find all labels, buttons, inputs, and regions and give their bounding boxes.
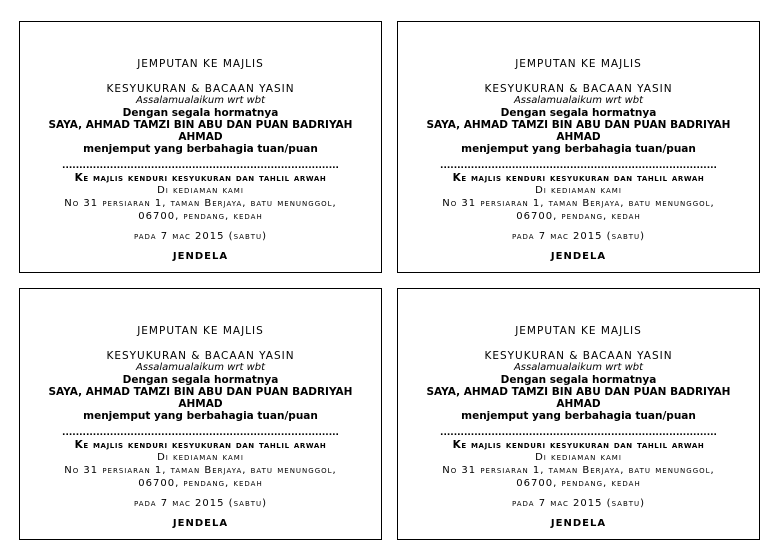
venue-intro: Di kediaman kami	[157, 185, 244, 196]
cut-off-text: JENDELA	[550, 518, 607, 529]
invite-line: menjemput yang berbahagia tuan/puan	[83, 143, 318, 155]
respect-line: Dengan segala hormatnya	[500, 374, 657, 386]
invitation-subtitle: KESYUKURAN & BACAAN YASIN	[106, 350, 295, 362]
cut-off-text: JENDELA	[172, 518, 229, 529]
address-line-1: No 31 persiaran 1, taman Berjaya, batu menunggol,	[64, 465, 337, 476]
invitation-title: JEMPUTAN KE MAJLIS	[515, 325, 642, 337]
venue-intro: Di kediaman kami	[535, 452, 622, 463]
greeting: Assalamualaikum wrt wbt	[135, 362, 266, 373]
greeting: Assalamualaikum wrt wbt	[513, 95, 644, 106]
event-description: Ke majlis kenduri kesyukuran dan tahlil arwah	[452, 172, 705, 184]
invitation-subtitle: KESYUKURAN & BACAAN YASIN	[484, 350, 673, 362]
invitation-subtitle: KESYUKURAN & BACAAN YASIN	[106, 83, 295, 95]
greeting: Assalamualaikum wrt wbt	[135, 95, 266, 106]
address-line-2: 06700, pendang, kedah	[516, 478, 641, 489]
host-names: SAYA, AHMAD TAMZI BIN ABU DAN PUAN BADRIYAH AHMAD	[426, 119, 731, 143]
host-names: SAYA, AHMAD TAMZI BIN ABU DAN PUAN BADRIYAH AHMAD	[48, 386, 353, 410]
event-description: Ke majlis kenduri kesyukuran dan tahlil arwah	[452, 439, 705, 451]
cut-off-text: JENDELA	[550, 251, 607, 262]
address-line-2: 06700, pendang, kedah	[138, 211, 263, 222]
invitation-card-3	[19, 288, 382, 540]
invite-line: menjemput yang berbahagia tuan/puan	[461, 143, 696, 155]
invitation-title: JEMPUTAN KE MAJLIS	[137, 58, 264, 70]
address-line-2: 06700, pendang, kedah	[138, 478, 263, 489]
respect-line: Dengan segala hormatnya	[500, 107, 657, 119]
invitation-card-2	[397, 21, 760, 273]
address-line-1: No 31 persiaran 1, taman Berjaya, batu menunggol,	[442, 198, 715, 209]
address-line-1: No 31 persiaran 1, taman Berjaya, batu menunggol,	[442, 465, 715, 476]
host-names: SAYA, AHMAD TAMZI BIN ABU DAN PUAN BADRIYAH AHMAD	[48, 119, 353, 143]
invite-line: menjemput yang berbahagia tuan/puan	[461, 410, 696, 422]
respect-line: Dengan segala hormatnya	[122, 107, 279, 119]
host-names: SAYA, AHMAD TAMZI BIN ABU DAN PUAN BADRIYAH AHMAD	[426, 386, 731, 410]
event-date: pada 7 mac 2015 (sabtu)	[133, 231, 268, 242]
greeting: Assalamualaikum wrt wbt	[513, 362, 644, 373]
venue-intro: Di kediaman kami	[535, 185, 622, 196]
venue-intro: Di kediaman kami	[157, 452, 244, 463]
respect-line: Dengan segala hormatnya	[122, 374, 279, 386]
address-line-1: No 31 persiaran 1, taman Berjaya, batu menunggol,	[64, 198, 337, 209]
invitation-card-1	[19, 21, 382, 273]
invite-line: menjemput yang berbahagia tuan/puan	[83, 410, 318, 422]
guest-name-blank: .................................................................................	[440, 428, 717, 438]
event-description: Ke majlis kenduri kesyukuran dan tahlil arwah	[74, 172, 327, 184]
invitation-title: JEMPUTAN KE MAJLIS	[137, 325, 264, 337]
guest-name-blank: .................................................................................	[62, 428, 339, 438]
invitation-title: JEMPUTAN KE MAJLIS	[515, 58, 642, 70]
event-date: pada 7 mac 2015 (sabtu)	[511, 231, 646, 242]
guest-name-blank: .................................................................................	[62, 161, 339, 171]
guest-name-blank: .................................................................................	[440, 161, 717, 171]
cut-off-text: JENDELA	[172, 251, 229, 262]
invitation-card-4	[397, 288, 760, 540]
event-description: Ke majlis kenduri kesyukuran dan tahlil arwah	[74, 439, 327, 451]
event-date: pada 7 mac 2015 (sabtu)	[133, 498, 268, 509]
event-date: pada 7 mac 2015 (sabtu)	[511, 498, 646, 509]
invitation-subtitle: KESYUKURAN & BACAAN YASIN	[484, 83, 673, 95]
address-line-2: 06700, pendang, kedah	[516, 211, 641, 222]
